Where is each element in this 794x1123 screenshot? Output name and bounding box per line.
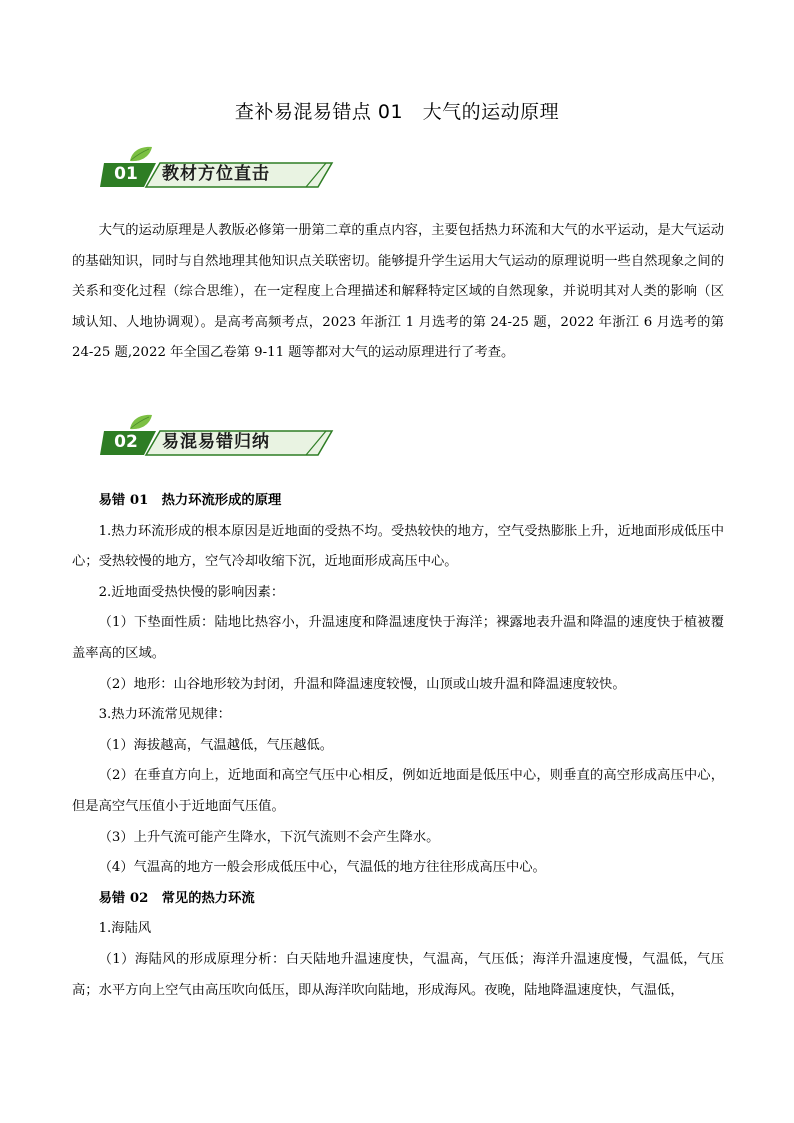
paragraph: 1.热力环流形成的根本原因是近地面的受热不均。受热较快的地方，空气受热膨胀上升，近地面形成低压中心；受热较慢的地方，空气冷却收缩下沉，近地面形成高压中心。: [72, 523, 724, 570]
paragraph: （4）气温高的地方一般会形成低压中心，气温低的地方往往形成高压中心。: [98, 860, 546, 876]
intro-text: [72, 216, 724, 369]
paragraph: 3.热力环流常见规律：: [98, 707, 231, 723]
section-number: 02: [114, 432, 138, 452]
subheading: 易错 01 热力环流形成的原理: [98, 493, 282, 508]
page-title: 查补易混易错点 01 大气的运动原理: [234, 101, 560, 123]
section-label: 易混易错归纳: [162, 432, 270, 452]
section-number: 01: [114, 164, 138, 184]
intro-paragraph: 大气的运动原理是人教版必修第一册第二章的重点内容，主要包括热力环流和大气的水平运动，是大气运动的基础知识，同时与自然地理其他知识点关联密切。能够提升学生运用大气运动的原理说明一些自然现象之间的关系和变化过程（综合思维），在一定程度上合理描述和解释特定区域的自然现象，并说明其对人类的影响（区域认知、人地协调观）。是高考高频考点，2023 年浙江 1 月选考的第 24-25 题，2022 年浙江 6 月选考的第 24-25 题,2022 年全国乙卷第 9-11 题等都对大气的运动原理进行了考查。: [72, 223, 724, 361]
paragraph: 1.海陆风: [98, 921, 152, 937]
subheading: 易错 02 常见的热力环流: [98, 890, 255, 906]
section-header-02: [100, 414, 350, 460]
section-label: 教材方位直击: [162, 164, 270, 184]
paragraph: （3）上升气流可能产生降水，下沉气流则不会产生降水。: [98, 829, 440, 845]
paragraph: （1）海拔越高，气温越低，气压越低。: [98, 737, 334, 753]
paragraph: （2）地形：山谷地形较为封闭，升温和降温速度较慢，山顶或山坡升温和降温速度较快。: [98, 676, 626, 692]
section-header-01: [100, 146, 350, 192]
paragraph: （2）在垂直方向上，近地面和高空气压中心相反，例如近地面是低压中心，则垂直的高空形成高压中心，但是高空气压值小于近地面气压值。: [72, 768, 724, 814]
paragraph: （1）海陆风的形成原理分析：白天陆地升温速度快，气温高，气压低；海洋升温速度慢，气温低，气压高；水平方向上空气由高压吹向低压，即从海洋吹向陆地，形成海风。夜晚，陆地降温速度快，气温低，: [72, 951, 724, 998]
paragraph: （1）下垫面性质：陆地比热容小，升温速度和降温速度快于海洋；裸露地表升温和降温的速度快于植被覆盖率高的区域。: [72, 615, 724, 661]
content-area: [72, 486, 724, 1006]
paragraph: 2.近地面受热快慢的影响因素：: [98, 584, 285, 600]
